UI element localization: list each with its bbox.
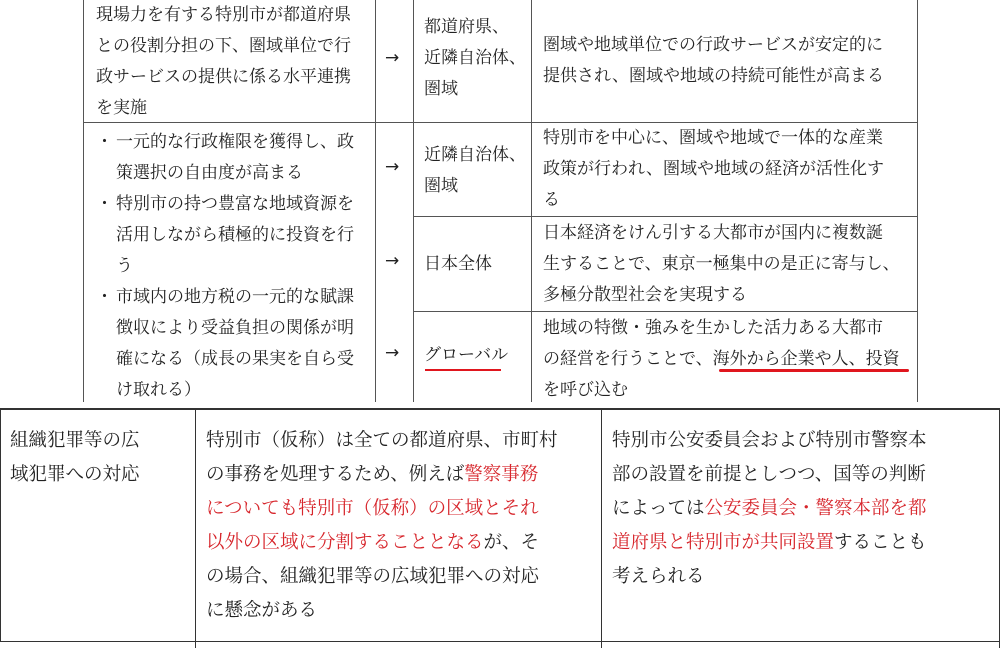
text-line: との役割分担の下、圏域単位で行	[96, 36, 351, 56]
concern-text	[206, 424, 598, 628]
text-line: 一元的な行政権限を獲得し、政	[116, 132, 354, 152]
text-line: 徴収により受益負担の関係が明	[116, 318, 354, 338]
benefits-list	[96, 127, 374, 406]
text-line: 確になる（成長の果実を自ら受	[116, 349, 354, 369]
text-run: 特別市公安委員会および特別市警察本	[612, 430, 927, 451]
countermeasure-text	[612, 424, 998, 594]
text-line: 都道府県、	[424, 17, 509, 37]
text-line: 提供され、圏域や地域の持続可能性が高まる	[543, 66, 885, 86]
row1-target	[424, 12, 529, 105]
arrow-icon: →	[385, 343, 400, 363]
text-line: う	[116, 256, 133, 276]
text-line: 生することで、東京一極集中の是正に寄与し、	[543, 254, 900, 274]
text-line: 日本全体	[424, 254, 492, 274]
text-line: 近隣自治体、	[424, 145, 526, 165]
text-line: 組織犯罪等の広	[10, 430, 140, 451]
text-line: 近隣自治体、	[424, 48, 526, 68]
bullet-mark: ・	[96, 194, 113, 214]
text-run: 考えられる	[612, 566, 705, 587]
crime-response-table	[0, 408, 1000, 665]
text-line: 政策が行われ、圏域や地域の経済が活性化す	[543, 159, 885, 179]
underline-mark	[425, 369, 501, 371]
list-item	[96, 127, 374, 189]
text-line: 圏域	[424, 79, 458, 99]
subrow-a-effect	[543, 123, 915, 216]
text-line: 市域内の地方税の一元的な賦課	[116, 287, 354, 307]
text-run: によっては	[612, 498, 705, 519]
highlight-text: 公安委員会・警察本部を都	[704, 498, 927, 519]
list-item	[96, 189, 374, 282]
subrow-a-target	[424, 140, 529, 202]
text-run: の事務を処理するため、例えば	[206, 464, 465, 485]
text-line: 政サービスの提供に係る水平連携	[96, 67, 351, 87]
text-line: 圏域	[424, 176, 458, 196]
arrow-icon: →	[385, 157, 400, 177]
text-run: の場合、組織犯罪等の広域犯罪への対応	[206, 566, 540, 587]
text-run: が、そ	[483, 532, 540, 553]
arrow-icon: →	[385, 251, 400, 271]
text-run: に懸念がある	[206, 600, 318, 621]
text-line: グローバル	[424, 345, 509, 365]
text-line: 圏域や地域単位での行政サービスが安定的に	[543, 35, 883, 55]
list-item	[96, 282, 374, 406]
text-line: 地域の特徴・強みを生かした活力ある大都市	[543, 318, 883, 338]
text-run: 特別市（仮称）は全ての都道府県、市町村	[206, 430, 558, 451]
arrow-icon: →	[385, 48, 400, 68]
highlight-text: 警察事務	[464, 464, 539, 485]
text-line: 現場力を有する特別市が都道府県	[96, 5, 351, 25]
subrow-b-effect	[543, 218, 915, 311]
bullet-mark: ・	[96, 287, 113, 307]
text-line: 特別市を中心に、圏域や地域で一体的な産業	[543, 128, 883, 148]
subrow-c-effect	[543, 313, 915, 406]
text-line: 特別市の持つ豊富な地域資源を	[116, 194, 354, 214]
highlight-text: についても特別市（仮称）の区域とそれ	[206, 498, 539, 519]
bullet-mark: ・	[96, 132, 113, 152]
issue-label	[10, 424, 195, 492]
text-line: る	[543, 190, 560, 210]
highlight-text: 以外の区域に分割することとなる	[206, 532, 484, 553]
highlight-text: 道府県と特別市が共同設置	[612, 532, 835, 553]
text-run: することも	[834, 532, 927, 553]
row1-description	[96, 0, 372, 124]
text-run: 部の設置を前提としつつ、国等の判断	[612, 464, 926, 485]
underline-mark	[719, 369, 909, 372]
text-line: 域犯罪への対応	[10, 464, 140, 485]
subrow-c-target	[424, 340, 529, 371]
row1-effect	[543, 30, 915, 92]
text-line: を実施	[96, 98, 147, 118]
text-line: 活用しながら積極的に投資を行	[116, 225, 354, 245]
text-line: の経営を行うことで、海外から企業や人、投資	[543, 349, 900, 369]
text-line: を呼び込む	[543, 380, 628, 400]
text-line: 多極分散型社会を実現する	[543, 285, 747, 305]
text-line: け取れる）	[116, 380, 201, 400]
subrow-b-target	[424, 249, 529, 280]
text-line: 策選択の自由度が高まる	[116, 163, 303, 183]
text-line: 日本経済をけん引する大都市が国内に複数誕	[543, 223, 883, 243]
